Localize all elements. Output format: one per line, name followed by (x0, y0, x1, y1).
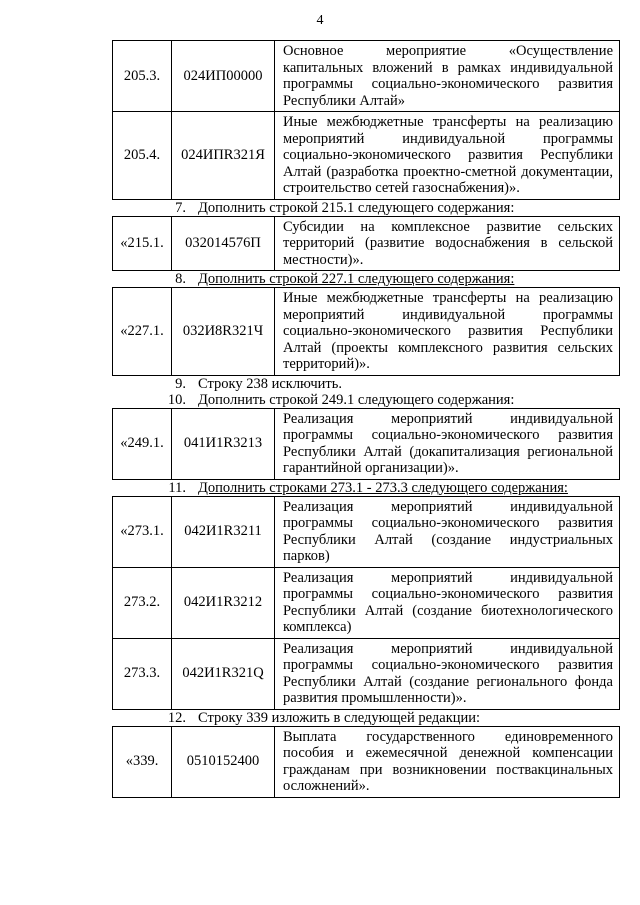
row-description: Реализация мероприятий индивидуальной программы социально-экономического развития Республики Алтай (докапитализация региональной гарантийной организации)». (275, 408, 620, 479)
amendment-table (112, 726, 620, 798)
instruction-number: 9. (175, 375, 186, 392)
instruction-text: Дополнить строками 273.1 - 273.3 следующего содержания: (198, 479, 568, 496)
row-number: 273.2. (113, 567, 172, 638)
budget-code: 042И1R3211 (172, 496, 275, 567)
instruction-text: Дополнить строкой 215.1 следующего содержания: (198, 199, 515, 216)
table-row (113, 216, 620, 271)
row-number: «249.1. (113, 408, 172, 479)
budget-code: 032И8R321Ч (172, 288, 275, 376)
instruction-text: Строку 238 исключить. (198, 375, 342, 392)
instruction-line (112, 271, 620, 287)
table-row (113, 567, 620, 638)
amendment-table (112, 287, 620, 376)
instruction-line (112, 376, 620, 392)
table-row (113, 638, 620, 709)
budget-code: 041И1R3213 (172, 408, 275, 479)
row-description: Реализация мероприятий индивидуальной программы социально-экономического развития Республики Алтай (создание индустриальных парков) (275, 496, 620, 567)
instruction-number: 10. (167, 391, 186, 408)
budget-code: 042И1R3212 (172, 567, 275, 638)
row-description: Иные межбюджетные трансферты на реализацию мероприятий индивидуальной программы социально-экономического развития Республики Алтай (разработка проектно-сметной документации, строительство сетей газоснабжения)». (275, 112, 620, 200)
instruction-number: 12. (167, 709, 186, 726)
row-description: Реализация мероприятий индивидуальной программы социально-экономического развития Республики Алтай (создание биотехнологического комплекса) (275, 567, 620, 638)
amendment-table (112, 496, 620, 710)
table-row (113, 726, 620, 797)
row-description: Иные межбюджетные трансферты на реализацию мероприятий индивидуальной программы социально-экономического развития Республики Алтай (проекты комплексного развития сельских территорий)». (275, 288, 620, 376)
instruction-number: 8. (175, 271, 186, 287)
instruction-number: 7. (175, 199, 186, 216)
table-row (113, 288, 620, 376)
budget-code: 042И1R321Q (172, 638, 275, 709)
row-number: 273.3. (113, 638, 172, 709)
table-row (113, 112, 620, 200)
instruction-number: 11. (168, 479, 186, 496)
budget-code: 0510152400 (172, 726, 275, 797)
table-row (113, 496, 620, 567)
row-number: «273.1. (113, 496, 172, 567)
table-row (113, 41, 620, 112)
row-number: «227.1. (113, 288, 172, 376)
row-number: «215.1. (113, 216, 172, 271)
row-description: Реализация мероприятий индивидуальной программы социально-экономического развития Республики Алтай (создание регионального фонда развития промышленности)». (275, 638, 620, 709)
amendment-table (112, 408, 620, 480)
row-description: Субсидии на комплексное развитие сельских территорий (развитие водоснабжения в сельской местности)». (275, 216, 620, 271)
page-number: 4 (316, 13, 324, 28)
document-body (112, 40, 620, 798)
row-number: «339. (113, 726, 172, 797)
instruction-text: Строку 339 изложить в следующей редакции: (198, 709, 481, 726)
budget-code: 024ИП00000 (172, 41, 275, 112)
budget-code: 032014576П (172, 216, 275, 271)
amendment-table (112, 40, 620, 200)
budget-code: 024ИПR321Я (172, 112, 275, 200)
instruction-line (112, 392, 620, 408)
instruction-line (112, 480, 620, 496)
row-description: Основное мероприятие «Осуществление капитальных вложений в рамках индивидуальной программы социально-экономического развития Республики Алтай» (275, 41, 620, 112)
instruction-text: Дополнить строкой 249.1 следующего содержания: (198, 391, 515, 408)
row-number: 205.4. (113, 112, 172, 200)
instruction-line (112, 710, 620, 726)
instruction-line (112, 200, 620, 216)
amendment-table (112, 216, 620, 272)
table-row (113, 408, 620, 479)
instruction-text: Дополнить строкой 227.1 следующего содержания: (198, 271, 515, 287)
row-description: Выплата государственного единовременного пособия и ежемесячной денежной компенсации гражданам при возникновении поствакцинальных осложнений». (275, 726, 620, 797)
row-number: 205.3. (113, 41, 172, 112)
